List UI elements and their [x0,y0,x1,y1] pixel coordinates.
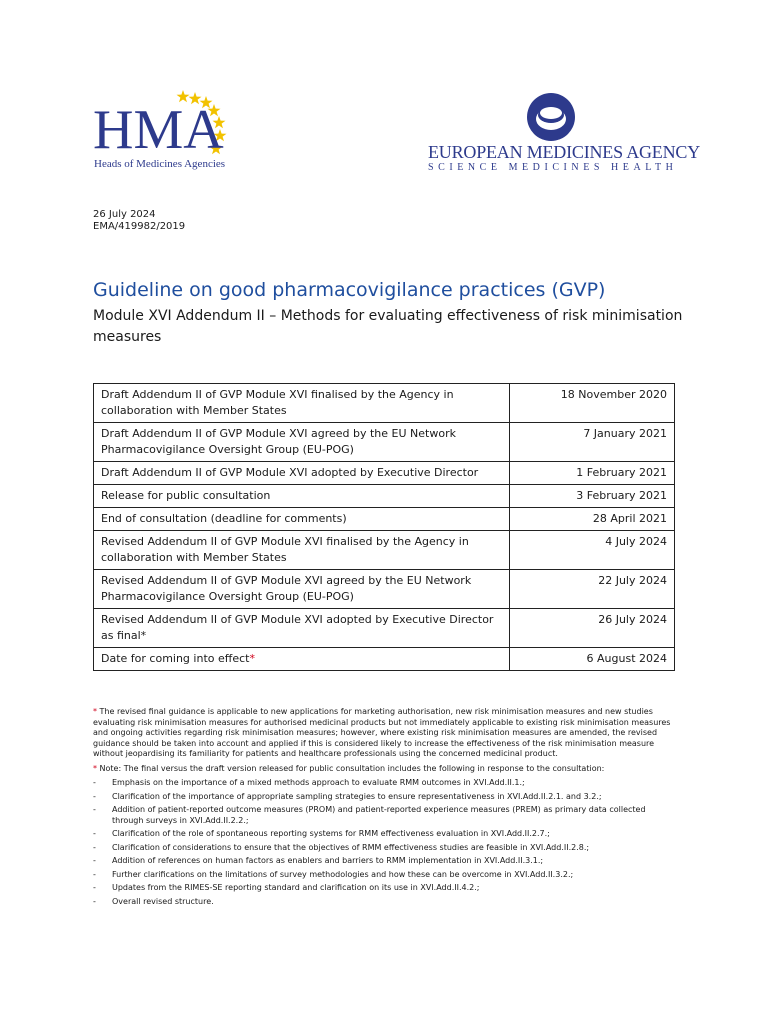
list-item [93,778,675,789]
milestones-table [93,383,675,671]
list-item [93,843,675,854]
milestone-event: Revised Addendum II of GVP Module XVI finalised by the Agency in collaboration with Member States [94,531,510,570]
milestone-date: 22 July 2024 [510,570,675,609]
list-item-text: Clarification of considerations to ensure that the objectives of RMM effectiveness studies are feasible in XVI.Add.II.2.8.; [112,842,590,852]
page-subtitle: Module XVI Addendum II – Methods for evaluating effectiveness of risk minimisation measures [93,308,683,345]
list-item-text: Further clarifications on the limitations of survey methodologies and how these can be overcome in XVI.Add.II.3.2.; [112,869,574,879]
document-meta [93,209,185,233]
list-item-text: Clarification of the importance of appropriate sampling strategies to ensure representativeness in XVI.Add.II.2.1. and 3.2.; [112,791,602,801]
hma-subtitle: Heads of Medicines Agencies [94,158,226,170]
table-row [94,609,675,648]
list-item-text: Updates from the RIMES-SE reporting standard and clarification on its use in XVI.Add.II.4.2.; [112,883,480,892]
changes-list [93,778,675,907]
milestone-date: 6 August 2024 [510,648,675,671]
note-marker: * [93,763,97,773]
milestone-date: 28 April 2021 [510,508,675,531]
table-row [94,570,675,609]
list-item-text: Overall revised structure. [112,896,214,906]
bullet-dash: - [93,883,96,892]
list-item [93,829,675,840]
list-item-text: Addition of references on human factors as enablers and barriers to RMM implementation in XVI.Add.II.3.1.; [112,856,544,865]
list-item [93,856,675,867]
bullet-dash: - [93,896,96,906]
note-intro [93,764,675,775]
bullet-dash: - [93,805,96,814]
list-item [93,805,675,826]
list-item-text: Emphasis on the importance of a mixed methods approach to evaluate RMM outcomes in XVI.Add.II.1.; [112,778,525,787]
bullet-dash: - [93,829,96,838]
bullet-dash: - [93,778,96,787]
footnote-marker: * [249,652,255,665]
note-intro-text: Note: The final versus the draft version released for public consultation includes the following in response to the consultation: [97,763,605,773]
footnotes [93,707,675,910]
document-reference: EMA/419982/2019 [93,221,186,232]
bullet-dash: - [93,856,96,865]
list-item-text: Clarification of the role of spontaneous reporting systems for RMM effectiveness evaluation in XVI.Add.II.2.7.; [112,829,550,838]
hma-logo [90,90,260,175]
table-row [94,485,675,508]
footnote-marker: * [93,707,97,716]
footnote [93,707,675,760]
ema-tagline: SCIENCE MEDICINES HEALTH [428,162,678,173]
bullet-dash: - [93,869,96,879]
milestone-event [94,648,510,671]
bullet-dash: - [93,842,96,852]
list-item [93,897,675,908]
document-date: 26 July 2024 [93,209,156,220]
milestone-date: 3 February 2021 [510,485,675,508]
milestone-event: Draft Addendum II of GVP Module XVI adopted by Executive Director [94,462,510,485]
list-item [93,883,675,894]
list-item-text: Addition of patient-reported outcome measures (PROM) and patient-reported experience measures (PREM) as primary data collected through surveys in XVI.Add.II.2.2.; [112,805,646,825]
milestone-date: 4 July 2024 [510,531,675,570]
list-item [93,870,675,881]
ema-logo [420,92,701,177]
ema-name: EUROPEAN MEDICINES AGENCY [428,142,701,162]
table-row [94,462,675,485]
bullet-dash: - [93,791,96,801]
table-row [94,531,675,570]
milestone-event: End of consultation (deadline for comments) [94,508,510,531]
ema-emblem-icon [526,92,576,142]
milestone-date: 1 February 2021 [510,462,675,485]
milestone-event: Revised Addendum II of GVP Module XVI adopted by Executive Director as final* [94,609,510,648]
milestone-event: Draft Addendum II of GVP Module XVI agreed by the EU Network Pharmacovigilance Oversight Group (EU-POG) [94,423,510,462]
table-row [94,508,675,531]
milestone-date: 26 July 2024 [510,609,675,648]
milestone-event-text: Date for coming into effect [101,652,250,665]
hma-letters: HMA [93,99,224,161]
milestone-event: Revised Addendum II of GVP Module XVI agreed by the EU Network Pharmacovigilance Oversight Group (EU-POG) [94,570,510,609]
milestone-event: Release for public consultation [94,485,510,508]
milestone-event: Draft Addendum II of GVP Module XVI finalised by the Agency in collaboration with Member States [94,384,510,423]
footnote-text: The revised final guidance is applicable to new applications for marketing authorisation, new risk minimisation measures and new studies evaluating risk minimisation measures for authorised medicinal products but not immediately applicable to existing risk minimisation measures and ongoing activities regarding risk minimisation measures; however, where existing risk minimisation measures are amended, the revised guidance should be taken into account and applied if this is considered likely to increase the effectiveness of the risk minimisation measure without jeopardising its familiarity for patients and healthcare professionals using the concerned medicinal product. [93,707,671,758]
table-row [94,384,675,423]
table-row [94,648,675,671]
table-row [94,423,675,462]
list-item [93,792,675,803]
milestone-date: 7 January 2021 [510,423,675,462]
page-title: Guideline on good pharmacovigilance practices (GVP) [93,279,606,301]
milestone-date: 18 November 2020 [510,384,675,423]
